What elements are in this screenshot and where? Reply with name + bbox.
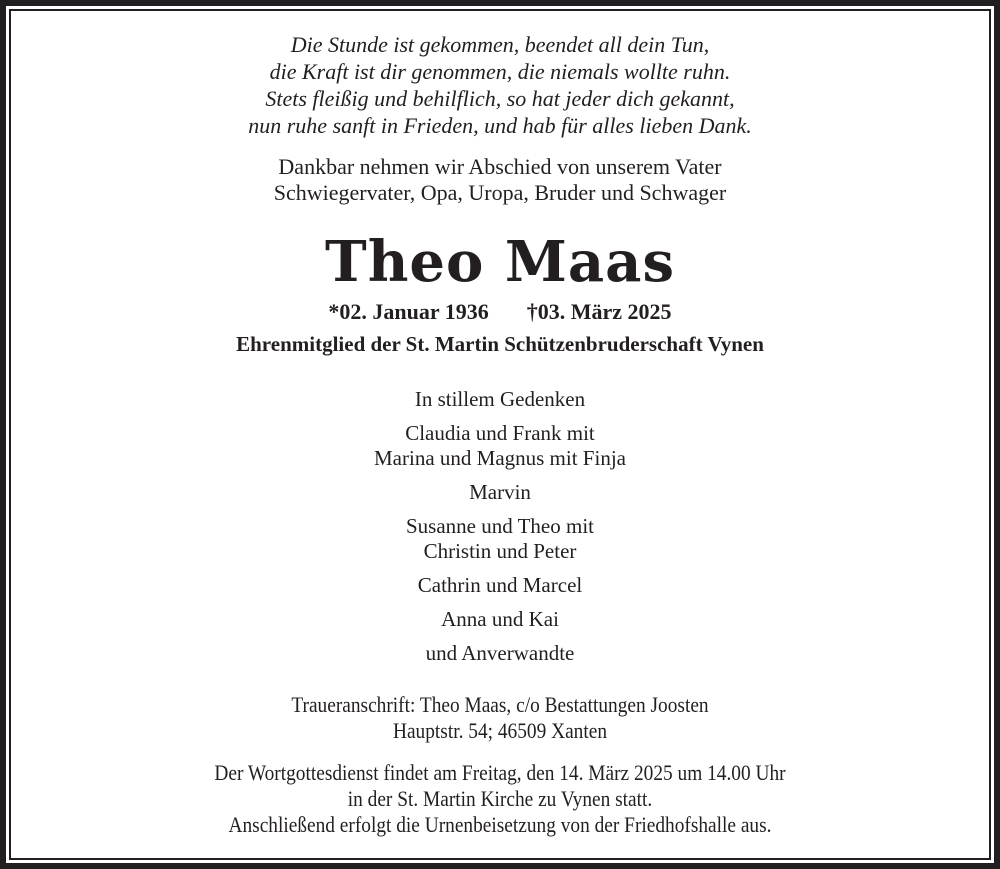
service-info bbox=[70, 760, 931, 838]
deceased-name: Theo Maas bbox=[325, 229, 675, 295]
poem-line-1: Die Stunde ist gekommen, beendet all dein Tun, bbox=[290, 32, 710, 57]
inner-border-frame bbox=[9, 9, 991, 860]
mourner-line: Anna und Kai bbox=[441, 607, 559, 631]
poem-line-4: nun ruhe sanft in Frieden, und hab für alles lieben Dank. bbox=[248, 113, 752, 138]
mourner-line: Marina und Magnus mit Finja bbox=[374, 446, 626, 470]
service-line-2: in der St. Martin Kirche zu Vynen statt. bbox=[347, 786, 653, 811]
service-line-3: Anschließend erfolgt die Urnenbeisetzung von der Friedhofshalle aus. bbox=[228, 812, 772, 837]
mourner-group bbox=[11, 480, 989, 505]
mourning-address bbox=[70, 692, 931, 744]
mourner-line: Christin und Peter bbox=[423, 539, 577, 563]
mourner-line: Cathrin und Marcel bbox=[417, 573, 583, 597]
address-line-1: Traueranschrift: Theo Maas, c/o Bestattungen Joosten bbox=[291, 692, 709, 717]
mourner-group bbox=[11, 421, 989, 471]
mourner-group bbox=[11, 514, 989, 564]
birth-date: *02. Januar 1936 bbox=[328, 299, 489, 324]
mourners-section bbox=[11, 387, 989, 666]
mourner-line: und Anverwandte bbox=[425, 641, 575, 665]
honorary-membership: Ehrenmitglied der St. Martin Schützenbruderschaft Vynen bbox=[236, 332, 764, 356]
mourner-line: Claudia und Frank mit bbox=[405, 421, 595, 445]
mourners-heading: In stillem Gedenken bbox=[414, 387, 586, 411]
memorial-poem bbox=[11, 31, 989, 139]
life-dates bbox=[11, 299, 989, 325]
farewell-intro bbox=[11, 154, 989, 206]
mourner-group bbox=[11, 607, 989, 632]
poem-line-3: Stets fleißig und behilflich, so hat jeder dich gekannt, bbox=[265, 86, 735, 111]
intro-line-2: Schwiegervater, Opa, Uropa, Bruder und Schwager bbox=[273, 180, 727, 205]
mourner-line: Susanne und Theo mit bbox=[405, 514, 594, 538]
mourner-group bbox=[11, 573, 989, 598]
mourner-line: Marvin bbox=[469, 480, 531, 504]
poem-line-2: die Kraft ist dir genommen, die niemals wollte ruhn. bbox=[269, 59, 731, 84]
service-line-1: Der Wortgottesdienst findet am Freitag, den 14. März 2025 um 14.00 Uhr bbox=[214, 760, 786, 785]
death-date: †03. März 2025 bbox=[526, 299, 672, 324]
intro-line-1: Dankbar nehmen wir Abschied von unserem Vater bbox=[278, 154, 722, 179]
address-line-2: Hauptstr. 54; 46509 Xanten bbox=[392, 718, 608, 743]
obituary-content bbox=[11, 11, 989, 858]
mourner-group bbox=[11, 641, 989, 666]
